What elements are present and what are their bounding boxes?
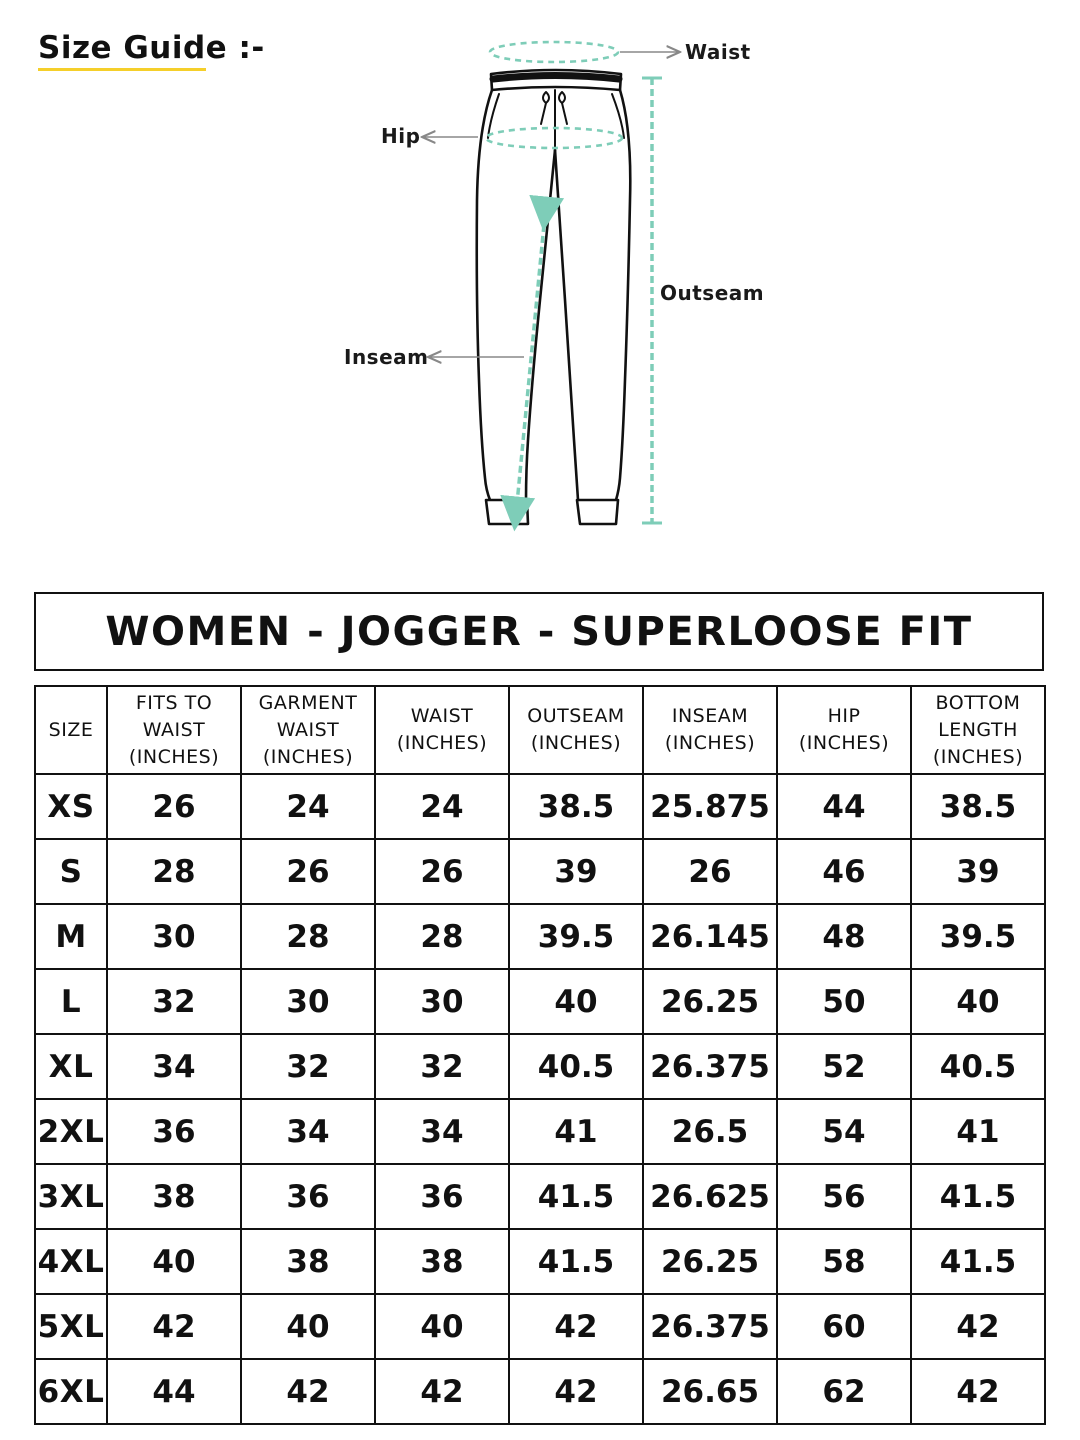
- measurement-cell: 26.5: [643, 1099, 777, 1164]
- measurement-cell: 44: [107, 1359, 241, 1424]
- measurement-cell: 56: [777, 1164, 911, 1229]
- column-header-line: SIZE: [48, 718, 94, 741]
- table-body: [35, 774, 1045, 1424]
- table-row: [35, 1034, 1045, 1099]
- table-row: [35, 1359, 1045, 1424]
- measurement-cell: 42: [375, 1359, 509, 1424]
- measurement-cell: 52: [777, 1034, 911, 1099]
- measurement-cell: 24: [241, 774, 375, 839]
- measurement-cell: 36: [241, 1164, 375, 1229]
- pants-outline: [477, 70, 631, 524]
- column-header-line: (INCHES): [396, 732, 488, 754]
- measurement-cell: 41.5: [509, 1164, 643, 1229]
- size-cell: L: [35, 969, 107, 1034]
- size-cell: 6XL: [35, 1359, 107, 1424]
- measurement-cell: 24: [375, 774, 509, 839]
- size-cell: M: [35, 904, 107, 969]
- measurement-cell: 39.5: [509, 904, 643, 969]
- measurement-cell: 36: [375, 1164, 509, 1229]
- column-header-line: (INCHES): [798, 732, 890, 754]
- column-header: [509, 686, 643, 774]
- measurement-cell: 40: [509, 969, 643, 1034]
- size-cell: 3XL: [35, 1164, 107, 1229]
- column-header: [911, 686, 1045, 774]
- measurement-cell: 41.5: [911, 1164, 1045, 1229]
- column-header: [777, 686, 911, 774]
- size-cell: 2XL: [35, 1099, 107, 1164]
- measurement-cell: 44: [777, 774, 911, 839]
- measurement-cell: 50: [777, 969, 911, 1034]
- column-header-line: (INCHES): [262, 745, 354, 768]
- table-row: [35, 969, 1045, 1034]
- measurement-cell: 26.25: [643, 969, 777, 1034]
- column-header-line: BOTTOM: [935, 691, 1021, 714]
- size-cell: 5XL: [35, 1294, 107, 1359]
- size-chart-table: [34, 685, 1046, 1425]
- column-header-line: (INCHES): [932, 745, 1024, 768]
- measurement-cell: 32: [375, 1034, 509, 1099]
- measurement-cell: 26.375: [643, 1034, 777, 1099]
- measurement-cell: 36: [107, 1099, 241, 1164]
- table-row: [35, 839, 1045, 904]
- column-header-line: GARMENT: [258, 691, 358, 714]
- measurement-cell: 48: [777, 904, 911, 969]
- measurement-cell: 39: [509, 839, 643, 904]
- measurement-cell: 41.5: [509, 1229, 643, 1294]
- column-header: [241, 686, 375, 774]
- measurement-cell: 42: [911, 1294, 1045, 1359]
- column-header: [643, 686, 777, 774]
- column-header-line: WAIST: [276, 718, 340, 741]
- measurement-cell: 40: [241, 1294, 375, 1359]
- column-header-line: WAIST: [410, 705, 474, 727]
- measurement-cell: 38: [107, 1164, 241, 1229]
- table-header-row: [35, 686, 1045, 774]
- measurement-cell: 30: [107, 904, 241, 969]
- measurement-cell: 42: [509, 1359, 643, 1424]
- table-row: [35, 904, 1045, 969]
- measurement-cell: 42: [241, 1359, 375, 1424]
- column-header-line: LENGTH: [938, 718, 1018, 741]
- measurement-cell: 30: [241, 969, 375, 1034]
- table-row: [35, 774, 1045, 839]
- column-header-line: OUTSEAM: [527, 705, 625, 727]
- inseam-line: [516, 214, 545, 514]
- table-row: [35, 1294, 1045, 1359]
- measurement-cell: 40: [107, 1229, 241, 1294]
- measurement-cell: 60: [777, 1294, 911, 1359]
- measurement-cell: 42: [911, 1359, 1045, 1424]
- waist-label: Waist: [685, 40, 751, 64]
- table-row: [35, 1229, 1045, 1294]
- measurement-cell: 26: [375, 839, 509, 904]
- measurement-cell: 54: [777, 1099, 911, 1164]
- measurement-cell: 30: [375, 969, 509, 1034]
- measurement-cell: 26.65: [643, 1359, 777, 1424]
- measurement-cell: 26.145: [643, 904, 777, 969]
- size-cell: S: [35, 839, 107, 904]
- measurement-cell: 26: [643, 839, 777, 904]
- jogger-measurement-diagram: [0, 0, 1080, 560]
- measurement-cell: 40.5: [911, 1034, 1045, 1099]
- measurement-cell: 42: [509, 1294, 643, 1359]
- measurement-cell: 39.5: [911, 904, 1045, 969]
- column-header-line: (INCHES): [128, 745, 220, 768]
- table-title: WOMEN - JOGGER - SUPERLOOSE FIT: [105, 608, 973, 655]
- measurement-cell: 26: [107, 774, 241, 839]
- measurement-cell: 38.5: [509, 774, 643, 839]
- waist-measure-ellipse: [490, 42, 618, 62]
- table-title-box: [34, 592, 1044, 671]
- column-header-line: HIP: [827, 705, 861, 727]
- column-header-line: (INCHES): [664, 732, 756, 754]
- measurement-cell: 40: [911, 969, 1045, 1034]
- measurement-cell: 28: [107, 839, 241, 904]
- size-cell: XS: [35, 774, 107, 839]
- jogger-illustration: [0, 0, 1080, 560]
- measurement-cell: 62: [777, 1359, 911, 1424]
- measurement-cell: 32: [107, 969, 241, 1034]
- measurement-cell: 38.5: [911, 774, 1045, 839]
- measurement-cell: 26.625: [643, 1164, 777, 1229]
- column-header: [35, 686, 107, 774]
- hip-label: Hip: [381, 124, 421, 148]
- measurement-cell: 40: [375, 1294, 509, 1359]
- column-header: [375, 686, 509, 774]
- measurement-cell: 38: [241, 1229, 375, 1294]
- measurement-cell: 28: [375, 904, 509, 969]
- measurement-cell: 26.25: [643, 1229, 777, 1294]
- column-header-line: WAIST: [142, 718, 206, 741]
- measurement-cell: 34: [241, 1099, 375, 1164]
- measurement-cell: 25.875: [643, 774, 777, 839]
- measurement-cell: 39: [911, 839, 1045, 904]
- measurement-cell: 58: [777, 1229, 911, 1294]
- inseam-label: Inseam: [344, 345, 429, 369]
- measurement-cell: 26: [241, 839, 375, 904]
- measurement-cell: 41.5: [911, 1229, 1045, 1294]
- measurement-cell: 42: [107, 1294, 241, 1359]
- column-header-line: FITS TO: [135, 691, 213, 714]
- measurement-cell: 41: [509, 1099, 643, 1164]
- measurement-cell: 38: [375, 1229, 509, 1294]
- measurement-cell: 34: [107, 1034, 241, 1099]
- column-header-line: (INCHES): [530, 732, 622, 754]
- table-row: [35, 1164, 1045, 1229]
- measurement-cell: 32: [241, 1034, 375, 1099]
- measurement-cell: 40.5: [509, 1034, 643, 1099]
- size-cell: 4XL: [35, 1229, 107, 1294]
- measurement-cell: 26.375: [643, 1294, 777, 1359]
- measurement-cell: 28: [241, 904, 375, 969]
- table-row: [35, 1099, 1045, 1164]
- measurement-cell: 34: [375, 1099, 509, 1164]
- column-header-line: INSEAM: [671, 705, 749, 727]
- measurement-cell: 46: [777, 839, 911, 904]
- measurement-cell: 41: [911, 1099, 1045, 1164]
- column-header: [107, 686, 241, 774]
- size-guide-title: Size Guide :-: [38, 30, 265, 66]
- size-cell: XL: [35, 1034, 107, 1099]
- outseam-label: Outseam: [660, 281, 765, 305]
